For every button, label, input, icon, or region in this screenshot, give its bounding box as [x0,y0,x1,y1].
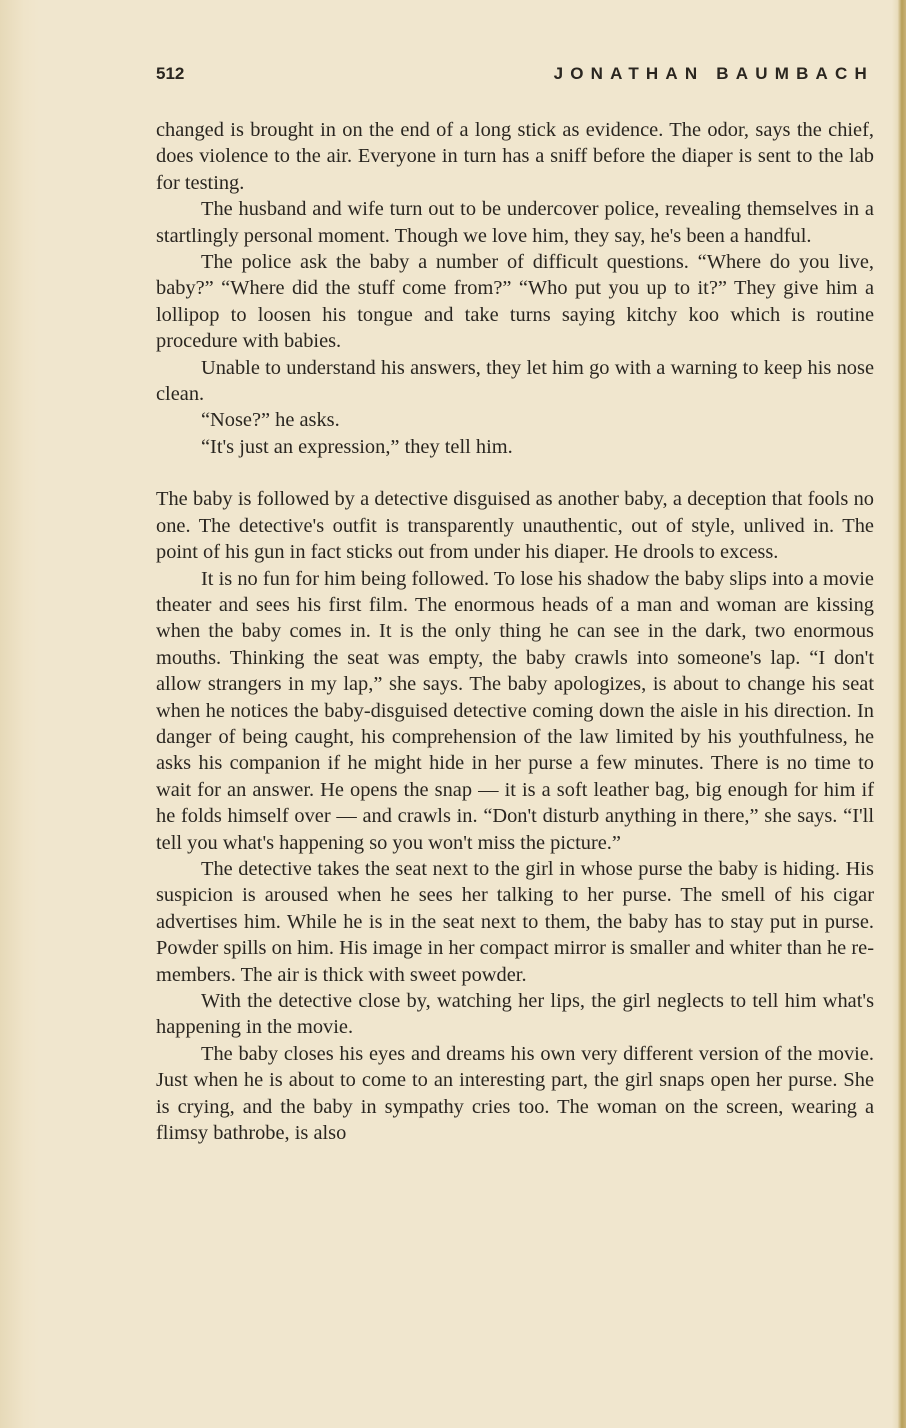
paragraph: The detective takes the seat next to the girl in whose purse the baby is hiding. His suspicion is aroused when he sees her talking to her purse. The smell of his cigar advertises him. While he is in the seat next to them, the baby has to stay put in purse. Powder spills on him. His image in her compact mirror is smaller and whiter than he remembers. The air is thick with sweet powder. [156,857,874,986]
paragraph: “It's just an expression,” they tell him. [201,435,513,458]
paragraph: The baby closes his eyes and dreams his own very different version of the movie. Just when he is about to come to an interesting part, the girl snaps open her purse. She is crying, and the baby in sympathy cries too. The woman on the screen, wearing a flimsy bathrobe, is also [156,1042,874,1145]
body-text [156,117,874,1146]
page-header [156,64,874,92]
paragraph: Unable to understand his answers, they let him go with a warning to keep his nose clean. [156,356,874,406]
paragraph: The police ask the baby a number of difficult questions. “Where do you live, baby?” “Where did the stuff come from?” “Who put you up to it?” They give him a lollipop to loosen his tongue and take turns saying kitchy koo which is routine procedure with babies. [156,251,874,353]
section-break [156,460,874,486]
page-edge [892,0,906,1428]
paragraph: With the detective close by, watching her lips, the girl neglects to tell him what's happening in the movie. [156,990,874,1039]
page-gutter-shadow [0,0,40,1428]
page-number: 512 [156,64,185,83]
paragraph: changed is brought in on the end of a long stick as evidence. The odor, says the chief, does violence to the air. Everyone in turn has a sniff before the diaper is sent to the lab for testing. [156,119,874,194]
running-head: JONATHAN BAUMBACH [553,64,874,83]
paragraph: The husband and wife turn out to be undercover police, revealing themselves in a startlingly personal moment. Though we love him, they say, he's been a handful. [156,198,874,247]
paragraph: The baby is followed by a detective disguised as another baby, a deception that fools no one. The detective's outfit is transparently unauthentic, out of style, unlived in. The point of his gun in fact sticks out from under his diaper. He drools to excess. [156,488,874,564]
paragraph: It is no fun for him being followed. To lose his shadow the baby slips into a movie theater and sees his first film. The enormous heads of a man and woman are kissing when the baby comes in. It is the only thing he can see in the dark, two enormous mouths. Thinking the seat was empty, the baby crawls into someone's lap. “I don't allow strangers in my lap,” she says. The baby apologizes, is about to change his seat when he notices the baby-disguised detective coming down the aisle in his direction. In danger of being caught, his comprehension of the law limited by his youthfulness, he asks his companion if he might hide in her purse a few minutes. There is no time to wait for an answer. He opens the snap — it is a soft leather bag, big enough for him if he folds himself over — and crawls in. “Don't disturb anything in there,” she says. “I'll tell you what's happening so you won't miss the picture.” [156,567,874,854]
paragraph: “Nose?” he asks. [201,409,340,432]
